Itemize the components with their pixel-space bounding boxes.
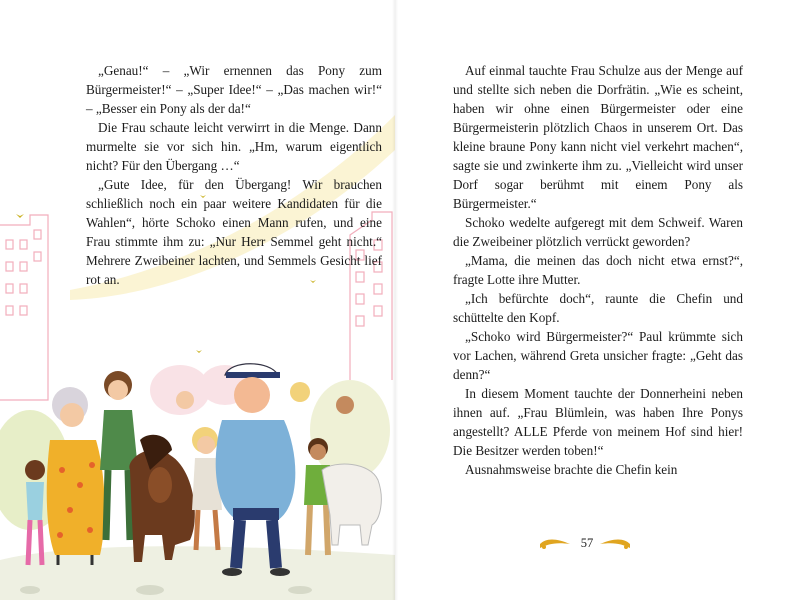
golden-flourish-icon xyxy=(598,538,632,550)
paragraph: Ausnahmsweise brachte die Chefin kein xyxy=(465,462,678,477)
paragraph: „Ich befürchte doch“, raunte die Chefin und schüttelte den Kopf. xyxy=(453,291,743,325)
golden-flourish-icon xyxy=(538,538,572,550)
paragraph: Die Frau schaute leicht verwirrt in die Menge. Dann murmelte sie vor sich hin. „Hm, warum eigentlich nicht? Für den Übergang …“ xyxy=(86,120,382,173)
page-number: 57 xyxy=(580,536,594,550)
paragraph: Auf einmal tauchte Frau Schulze aus der Menge auf und stellte sich neben die Dorfrätin. „Wie es scheint, haben wir ohne einen Bürgermeister oder eine Bürgermeisterin plötzlich Chaos in unserem Ort. Das kleine braune Pony kann nicht viel verkehrt machen“, sagte sie und zwinkerte ihm zu. „Vielleicht wird unser Dorf sogar berühmt mit einem Pony als Bürgermeister.“ xyxy=(453,63,743,211)
right-page xyxy=(395,0,789,600)
paragraph: In diesem Moment tauchte der Donnerheini neben ihnen auf. „Frau Blümlein, was haben Ihre Ponys angestellt? ALLE Pferde von meinem Hof sind hier! Die Besitzer werden toben!“ xyxy=(453,386,743,458)
paragraph: „Gute Idee, für den Übergang! Wir brauchen schließlich noch ein paar weitere Kandidaten für die Wahlen“, hörte Schoko einen Mann rufen, und eine Frau stimmte ihm zu: „Nur Herr Semmel geht nicht.“ Mehrere Zweibeiner lachten, und Semmels Gesicht lief rot an. xyxy=(86,177,382,287)
right-page-text xyxy=(453,61,743,479)
paragraph: Schoko wedelte aufgeregt mit dem Schweif. Waren die Zweibeiner plötzlich verrückt geworden? xyxy=(453,215,743,249)
paragraph: „Genau!“ – „Wir ernennen das Pony zum Bürgermeister!“ – „Super Idee!“ – „Das machen wir!“ – „Besser ein Pony als der da!“ xyxy=(86,63,382,116)
paragraph: „Mama, die meinen das doch nicht etwa ernst?“, fragte Lotte ihre Mutter. xyxy=(453,253,743,287)
paragraph: „Schoko wird Bürgermeister?“ Paul krümmte sich vor Lachen, während Greta unsicher fragte: „Geht das denn?“ xyxy=(453,329,743,382)
left-page-text xyxy=(86,61,382,289)
